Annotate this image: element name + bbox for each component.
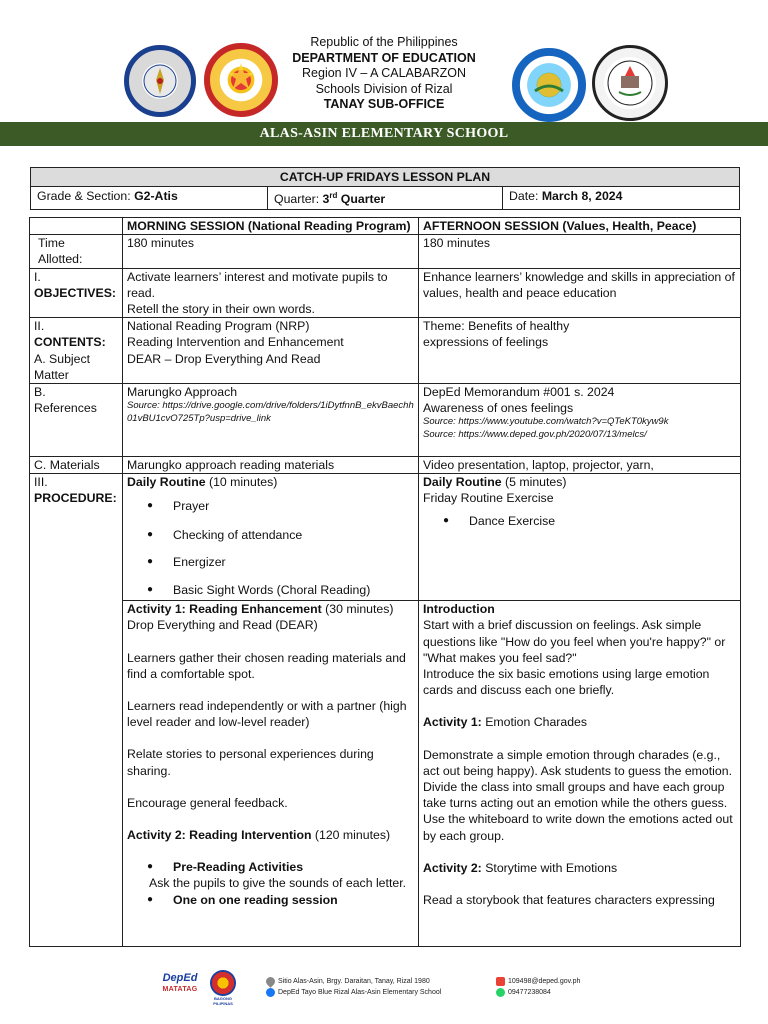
header-line-4: Schools Division of Rizal	[315, 81, 453, 96]
lesson-plan-info-table	[30, 167, 740, 210]
routine-item: ● Checking of attendance	[127, 527, 414, 543]
grade-label: Grade & Section:	[37, 189, 135, 204]
header-line-2: DEPARTMENT OF EDUCATION	[292, 50, 476, 65]
routine-item: ● Dance Exercise	[423, 513, 736, 529]
pre-reading-item: ● Pre-Reading Activities	[127, 859, 414, 875]
phone-icon	[496, 988, 505, 997]
email-icon	[496, 977, 505, 986]
morning-session-header: MORNING SESSION (National Reading Program)	[123, 218, 419, 235]
footer-phone: 09477238084	[508, 989, 551, 996]
morning-activities: Activity 1: Reading Enhancement (30 minutes) Drop Everything and Read (DEAR) Learners gather their chosen reading materials and find a comfortable spot. Learners read independently or with a partner (high level reader and low-level reader) Relate stories to personal experiences during sharing. Encourage general feedback. Activity 2: Reading Intervention (120 minutes) ● Pre-Reading Activities Ask the pupils to give the sounds of each letter. ● One on one reading session	[123, 601, 419, 947]
bagong-pilipinas-logo: BAGONG PILIPINAS	[205, 970, 241, 1006]
rizal-seal-icon	[515, 51, 583, 119]
afternoon-routine: Daily Routine (5 minutes) Friday Routine Exercise ● Dance Exercise	[419, 474, 741, 601]
afternoon-objectives: Enhance learners’ knowledge and skills in appreciation of values, health and peace education	[419, 268, 741, 318]
references-label: B. References	[30, 384, 123, 457]
morning-reference-link[interactable]: Source: https://drive.google.com/drive/folders/1iDytfnnB_ekvBaechh01vBU1cvO725Tp?usp=drive_link	[127, 400, 414, 424]
morning-objectives: Activate learners’ interest and motivate pupils to read. Retell the story in their own words.	[123, 268, 419, 318]
footer-email[interactable]: 109498@deped.gov.ph	[508, 978, 581, 985]
deped-seal	[124, 45, 196, 117]
date-label: Date:	[509, 189, 542, 204]
school-banner: ALAS-ASIN ELEMENTARY SCHOOL	[0, 122, 768, 146]
materials-row	[30, 457, 741, 474]
morning-references: Marungko Approach Source: https://drive.google.com/drive/folders/1iDytfnnB_ekvBaechh01vBU1cvO725Tp?usp=drive_link	[123, 384, 419, 457]
date-value: March 8, 2024	[541, 189, 623, 204]
grade-value: G2-Atis	[134, 189, 178, 204]
morning-materials: Marungko approach reading materials	[123, 457, 419, 474]
rizal-division-seal	[512, 48, 586, 122]
header-text	[240, 35, 528, 113]
grade-section-cell	[31, 187, 268, 209]
quarter-value: 3rd Quarter	[322, 191, 386, 207]
footer-facebook[interactable]: DepEd Tayo Blue Rizal Alas-Asin Elementary School	[278, 989, 442, 996]
afternoon-reference-link-1[interactable]: Source: https://www.youtube.com/watch?v=QTeKT0kyw9k	[423, 416, 669, 428]
header-line-1: Republic of the Philippines	[310, 35, 458, 49]
afternoon-materials: Video presentation, laptop, projector, yarn,	[419, 457, 741, 474]
footer-address: Sitio Alas-Asin, Brgy. Daraitan, Tanay, Rizal 1980	[278, 978, 430, 985]
lesson-plan-table	[29, 217, 741, 947]
afternoon-session-header: AFTERNOON SESSION (Values, Health, Peace)	[419, 218, 741, 235]
afternoon-contents: Theme: Benefits of healthy expressions of feelings	[419, 318, 741, 384]
alas-asin-es-seal	[592, 45, 668, 121]
afternoon-activities: Introduction Start with a brief discussion on feelings. Ask simple questions like "How do you feel when you're happy?" or "What makes you feel sad?" Introduce the six basic emotions using large emotion cards and discuss each one briefly. Activity 1: Emotion Charades Demonstrate a simple emotion through charades (e.g., act out being happy). Ask students to guess the emotion. Divide the class into small groups and have each group take turns acting out an emotion while the others guess. Use the whiteboard to write down the emotions acted out by each group. Activity 2: Storytime with Emotions Read a storybook that features characters expressing	[419, 601, 741, 947]
one-on-one-item: ● One on one reading session	[127, 892, 414, 908]
objectives-label: I. OBJECTIVES:	[30, 268, 123, 318]
date-cell	[503, 187, 740, 209]
facebook-icon	[266, 988, 275, 997]
routine-item: ● Prayer	[127, 498, 414, 514]
school-seal-icon	[595, 48, 665, 118]
routine-item: ● Energizer	[127, 554, 414, 570]
location-icon	[264, 975, 277, 988]
objectives-row	[30, 268, 741, 318]
afternoon-references: DepEd Memorandum #001 s. 2024 Awareness of ones feelings Source: https://www.youtube.com/watch?v=QTeKT0kyw9k Source: https://www.deped.gov.ph/2020/07/13/melcs/	[419, 384, 741, 457]
contents-label: II. CONTENTS: A. Subject Matter	[30, 318, 123, 384]
afternoon-time: 180 minutes	[419, 235, 741, 268]
materials-label: C. Materials	[30, 457, 123, 474]
procedure-row	[30, 474, 741, 601]
deped-matatag-logo: DepEd MATATAG	[162, 972, 198, 993]
quarter-cell	[268, 187, 503, 209]
morning-routine: Daily Routine (10 minutes) ● Prayer ● Checking of attendance ● Energizer ● Basic Sight Words (Choral Reading)	[123, 474, 419, 601]
footer-contact-right	[496, 976, 580, 998]
morning-contents: National Reading Program (NRP) Reading Intervention and Enhancement DEAR – Drop Everything And Read	[123, 318, 419, 384]
time-label: Time Allotted:	[30, 235, 123, 268]
routine-item: ● Basic Sight Words (Choral Reading)	[127, 582, 414, 598]
deped-seal-icon	[129, 50, 191, 112]
activities-row	[30, 601, 741, 947]
procedure-label: III. PROCEDURE:	[30, 474, 123, 947]
references-row	[30, 384, 741, 457]
morning-time: 180 minutes	[123, 235, 419, 268]
contents-row	[30, 318, 741, 384]
bagong-pilipinas-icon	[210, 970, 236, 996]
header-line-5: TANAY SUB-OFFICE	[323, 97, 445, 111]
afternoon-reference-link-2[interactable]: Source: https://www.deped.gov.ph/2020/07/13/melcs/	[423, 428, 647, 440]
session-header-row	[30, 218, 741, 235]
time-row	[30, 235, 741, 268]
lesson-plan-title: CATCH-UP FRIDAYS LESSON PLAN	[31, 168, 740, 187]
quarter-label: Quarter:	[274, 192, 323, 207]
header-line-3: Region IV – A CALABARZON	[302, 66, 466, 80]
footer-contact-left	[266, 976, 441, 998]
